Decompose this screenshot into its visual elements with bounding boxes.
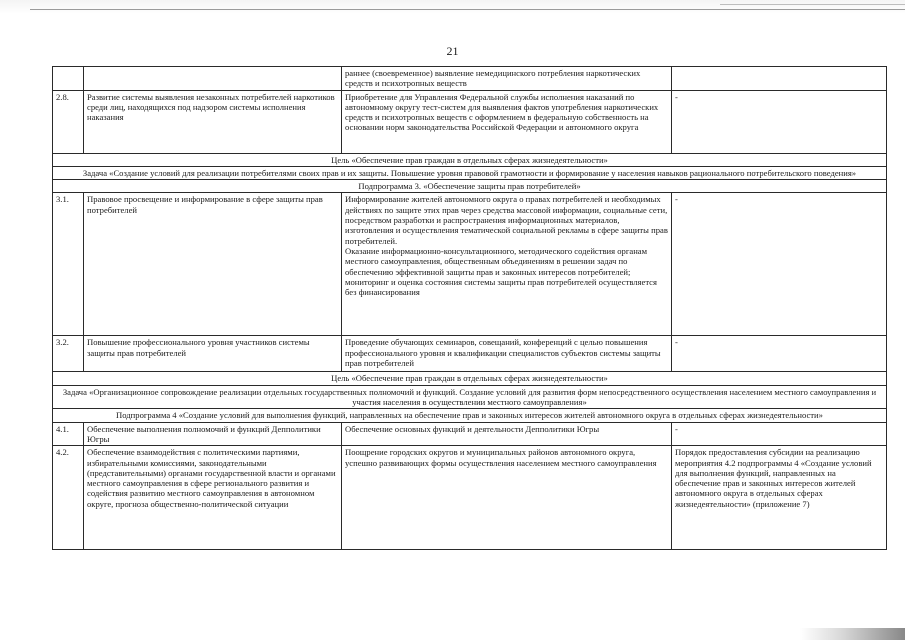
event-documents: - — [672, 336, 887, 372]
event-documents: Порядок предоставления субсидии на реализацию мероприятия 4.2 подпрограммы 4 «Создание условий для выполнения функций, направленных на обеспечение прав и законных интересов жителей автономного округа в отдельных сферах жизнедеятельности» (приложение 7) — [672, 446, 887, 550]
event-measures: раннее (своевременное) выявление немедицинского потребления наркотических средств и психотропных веществ — [342, 67, 672, 91]
row-number: 3.1. — [53, 193, 84, 336]
row-number: 4.2. — [53, 446, 84, 550]
event-name: Развитие системы выявления незаконных потребителей наркотиков среди лиц, находящихся под надзором системы исполнения наказания — [84, 90, 342, 153]
table-row — [53, 193, 887, 336]
row-number: 3.2. — [53, 336, 84, 372]
task-row — [53, 385, 887, 409]
table-row — [53, 336, 887, 372]
table-row — [53, 67, 887, 91]
event-name — [84, 67, 342, 91]
scan-edge-shadow — [0, 0, 905, 14]
measures-table — [52, 66, 887, 550]
row-number — [53, 67, 84, 91]
row-number: 2.8. — [53, 90, 84, 153]
event-documents: - — [672, 193, 887, 336]
subprogram-row — [53, 180, 887, 193]
event-documents — [672, 67, 887, 91]
page-number: 21 — [446, 44, 459, 58]
event-documents: - — [672, 90, 887, 153]
subprogram-row — [53, 409, 887, 422]
event-name: Обеспечение взаимодействия с политическими партиями, избирательными комиссиями, законодательными (представительными) органами государственной власти и органами местного самоуправления в сфере регионального развития и содействия развитию местного самоуправления в автономном округе, прогноза общественно-политической ситуации — [84, 446, 342, 550]
task-heading: Задача «Создание условий для реализации потребителями своих прав и их защиты. Повышение уровня правовой грамотности и формирование у населения навыков рационального потребительского поведения» — [53, 166, 887, 179]
task-heading: Задача «Организационное сопровождение реализации отдельных государственных полномочий и функций. Создание условий для развития форм непосредственного осуществления населением местного самоуправления и участия населения в осуществлении местного самоуправления» — [53, 385, 887, 409]
scan-edge-line-secondary — [720, 4, 905, 5]
event-measures: Информирование жителей автономного округа о правах потребителей и необходимых действиях по защите этих прав через средства массовой информации, социальные сети, посредством разработки и распространения информационных материалов, изготовления и осуществления тематической социальной рекламы в сфере защиты прав потребителей. Оказание информационно-консультационного, методического содействия органам местного самоуправления, общественным объединениям в решении задач по обеспечению эффективной защиты прав и законных интересов потребителей; мониторинг и оценка состояния системы защиты прав потребителей осуществляется без финансирования — [342, 193, 672, 336]
goal-heading: Цель «Обеспечение прав граждан в отдельных сферах жизнедеятельности» — [53, 153, 887, 166]
scan-corner-shadow — [800, 628, 905, 640]
event-name: Повышение профессионального уровня участников системы защиты прав потребителей — [84, 336, 342, 372]
table-row — [53, 422, 887, 446]
goal-row — [53, 153, 887, 166]
table-row — [53, 446, 887, 550]
event-documents: - — [672, 422, 887, 446]
event-measures: Приобретение для Управления Федеральной службы исполнения наказаний по автономному округу тест-систем для выявления фактов употребления наркотических средств и психотропных веществ с оформлением в федеральную собственность на основании норм законодательства Российской Федерации и автономного округа — [342, 90, 672, 153]
task-row — [53, 166, 887, 179]
subprogram-heading: Подпрограмма 4 «Создание условий для выполнения функций, направленных на обеспечение прав и законных интересов жителей автономного округа в отдельных сферах жизнедеятельности» — [53, 409, 887, 422]
event-name: Обеспечение выполнения полномочий и функций Депполитики Югры — [84, 422, 342, 446]
event-name: Правовое просвещение и информирование в сфере защиты прав потребителей — [84, 193, 342, 336]
goal-row — [53, 372, 887, 385]
goal-heading: Цель «Обеспечение прав граждан в отдельных сферах жизнедеятельности» — [53, 372, 887, 385]
event-measures: Обеспечение основных функций и деятельности Депполитики Югры — [342, 422, 672, 446]
scan-edge-line — [30, 9, 905, 10]
row-number: 4.1. — [53, 422, 84, 446]
table-row — [53, 90, 887, 153]
subprogram-heading: Подпрограмма 3. «Обеспечение защиты прав потребителей» — [53, 180, 887, 193]
event-measures: Проведение обучающих семинаров, совещаний, конференций с целью повышения профессионального уровня и квалификации специалистов субъектов системы защиты прав потребителей — [342, 336, 672, 372]
event-measures: Поощрение городских округов и муниципальных районов автономного округа, успешно развивающих формы осуществления населением местного самоуправления — [342, 446, 672, 550]
